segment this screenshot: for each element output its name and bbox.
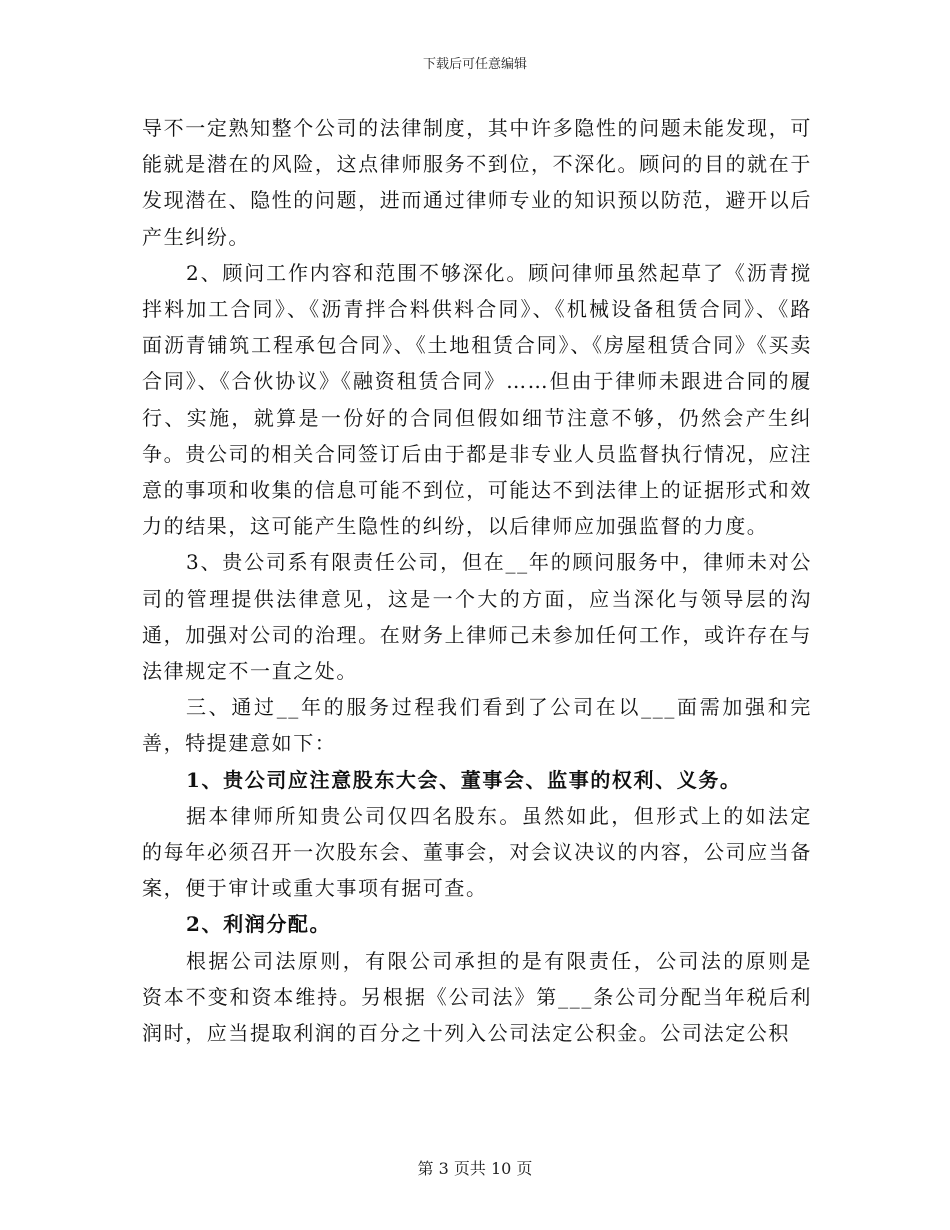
paragraph-6: 根据公司法原则，有限公司承担的是有限责任，公司法的原则是资本不变和资本维持。另根据《公司法》第___条公司分配当年税后利润时，应当提取利润的百分之十列入公司法定公积金。公司法定公积: [142, 948, 812, 1046]
paragraph-1: 导不一定熟知整个公司的法律制度，其中许多隐性的问题未能发现，可能就是潜在的风险，这点律师服务不到位，不深化。顾问的目的就在于发现潜在、隐性的问题，进而通过律师专业的知识预以防范，避开以后产生纠纷。: [142, 116, 812, 249]
paragraph-2: 2、顾问工作内容和范围不够深化。顾问律师虽然起草了《沥青搅拌料加工合同》、《沥青拌合料供料合同》、《机械设备租赁合同》、《路面沥青铺筑工程承包合同》、《土地租赁合同》、《房屋租赁合同》《买卖合同》、《合伙协议》《融资租赁合同》……但由于律师未跟进合同的履行、实施，就算是一份好的合同但假如细节注意不够，仍然会产生纠争。贵公司的相关合同签订后由于都是非专业人员监督执行情况，应注意的事项和收集的信息可能不到位，可能达不到法律上的证据形式和效力的结果，这可能产生隐性的纠纷，以后律师应加强监督的力度。: [142, 260, 812, 539]
page-header: 下载后可任意编辑: [422, 57, 527, 72]
document-body: [142, 110, 812, 1051]
paragraph-5: 据本律师所知贵公司仅四名股东。虽然如此，但形式上的如法定的每年必须召开一次股东会、董事会，对会议决议的内容，公司应当备案，便于审计或重大事项有据可查。: [142, 803, 812, 901]
paragraph-3: 3、贵公司系有限责任公司，但在__年的顾问服务中，律师未对公司的管理提供法律意见，这是一个大的方面，应当深化与领导层的沟通，加强对公司的治理。在财务上律师己未参加任何工作，或许存在与法律规定不一直之处。: [142, 550, 812, 684]
paragraph-4: 三、通过__年的服务过程我们看到了公司在以___面需加强和完善，特提建意如下：: [142, 695, 812, 756]
page-footer: 第 3 页共 10 页: [417, 1159, 533, 1178]
section-heading-1: 1、贵公司应注意股东大会、董事会、监事的权利、义务。: [186, 767, 742, 792]
section-heading-2: 2、利润分配。: [186, 912, 332, 937]
